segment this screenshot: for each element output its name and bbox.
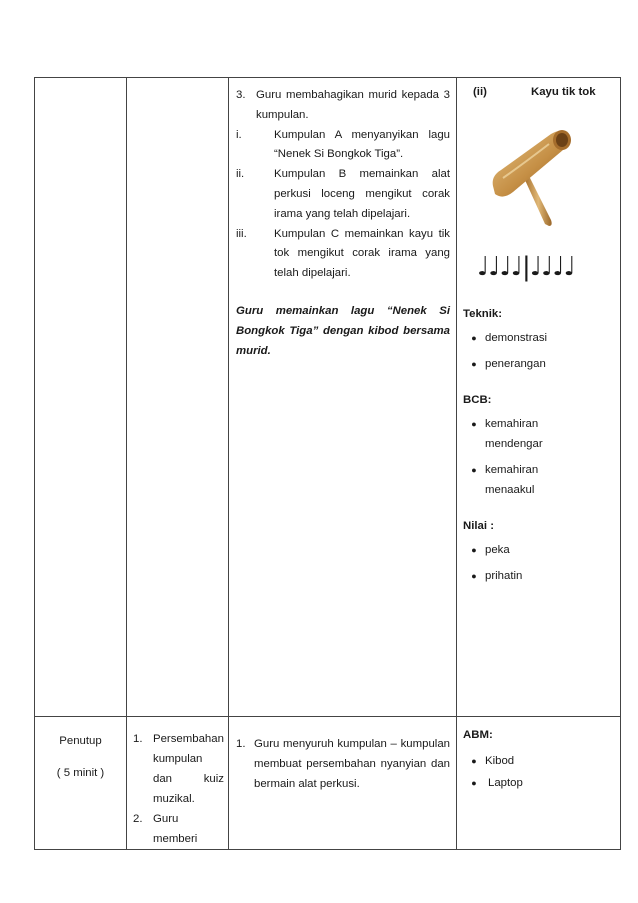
- stage-name: Penutup: [59, 735, 102, 747]
- bullet-icon: ●: [471, 333, 477, 343]
- stage-cell: [35, 78, 127, 717]
- list-item: ● penerangan: [463, 354, 614, 374]
- list-item: ● prihatin: [463, 566, 614, 586]
- list-item: ● kemahiran mendengar: [463, 414, 614, 454]
- bullet-icon: ●: [471, 756, 477, 766]
- stage-cell: [35, 717, 127, 850]
- abm-list: [463, 751, 614, 793]
- bcb-list: [463, 414, 614, 500]
- content-cell: [127, 78, 229, 717]
- list-item: ● Kibod: [463, 751, 614, 771]
- list-item: ● demonstrasi: [463, 328, 614, 348]
- bullet-icon: ●: [471, 778, 477, 788]
- activity-subitem-ii: ii. Kumpulan B memainkan alat perkusi loceng mengikut corak irama yang telah dipelajari.: [236, 168, 450, 220]
- instrument-heading: (ii) Kayu tik tok: [473, 86, 596, 98]
- activity-item-3: 3. Guru membahagikan murid kepada 3 kumpulan.: [236, 89, 450, 121]
- activity-cell: [229, 717, 457, 850]
- activity-cell: [229, 78, 457, 717]
- bullet-icon: ●: [471, 465, 477, 475]
- list-item: ● Laptop: [463, 773, 614, 793]
- content-item-1: 1. Persembahan kumpulan dan kuiz muzikal.: [133, 733, 224, 805]
- content-item-2: 2. Guru memberi: [133, 813, 198, 845]
- list-item: ● kemahiran menaakul: [463, 460, 614, 500]
- lesson-plan-table: [34, 77, 621, 850]
- teknik-list: [463, 328, 614, 374]
- bullet-icon: ●: [471, 419, 477, 429]
- notes-cell: [457, 78, 621, 717]
- notes-cell: [457, 717, 621, 850]
- bullet-icon: ●: [471, 359, 477, 369]
- bcb-label: BCB:: [463, 394, 492, 406]
- bullet-icon: ●: [471, 545, 477, 555]
- activity-subitem-iii: iii. Kumpulan C memainkan kayu tik tok mengikut corak irama yang telah dipelajari.: [236, 227, 450, 280]
- content-cell: [127, 717, 229, 850]
- abm-label: ABM:: [463, 729, 493, 741]
- teknik-label: Teknik:: [463, 308, 503, 320]
- stage-duration: ( 5 minit ): [56, 767, 105, 779]
- kayu-tik-tok-image: [463, 112, 614, 242]
- teacher-emphasis-text: Guru memainkan lagu “Nenek Si Bongkok Tiga” dengan kibod bersama murid.: [236, 304, 450, 357]
- table-row: [35, 78, 621, 717]
- nilai-list: [463, 540, 614, 586]
- table-row: [35, 717, 621, 850]
- nilai-label: Nilai :: [463, 520, 495, 532]
- rhythm-notation: ♩♩♩♩|♩♩♩♩: [477, 252, 575, 282]
- bullet-icon: ●: [471, 571, 477, 581]
- list-item: ● peka: [463, 540, 614, 560]
- activity-item-1: 1. Guru menyuruh kumpulan – kumpulan membuat persembahan nyanyian dan bermain alat perkusi.: [236, 738, 450, 790]
- activity-subitem-i: i. Kumpulan A menyanyikan lagu “Nenek Si Bongkok Tiga”.: [236, 128, 450, 161]
